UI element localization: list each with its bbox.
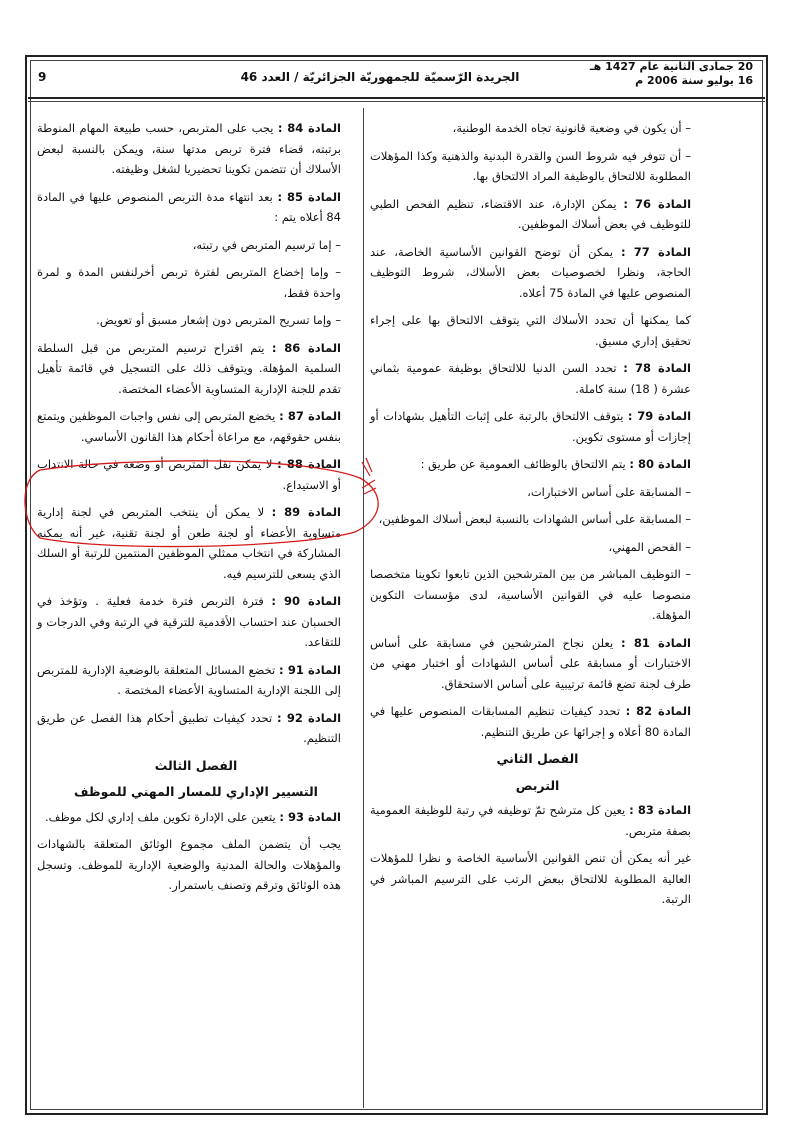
article-89 [37,502,355,584]
paragraph: كما يمكنها أن تحدد الأسلاك التي يتوقف الالتحاق بها على إجراء تحقيق إداري مسبق. [370,313,691,348]
article-text: تحدد كيفيات تطبيق أحكام هذا الفصل عن طريق التنظيم. [37,710,341,745]
article-text: يجب على المتربص، حسب طبيعة المهام المنوطة برتبته، قضاء فترة تربص مدتها سنة، ويمكن بالنسبة لبعض الأسلاك أن تتضمن تكوينا تحضيريا لشغل وظيفته. [37,121,341,176]
article-text: تحدد كيفيات تنظيم المسابقات المنصوص عليها في المادة 80 أعلاه و إجرائها عن طريق التنظيم. [370,704,691,739]
article-92 [37,708,355,749]
chapter-title: الفصل الثاني [496,751,579,766]
page-header [30,58,763,98]
header-rule [28,97,765,99]
paragraph: – أن تتوفر فيه شروط السن والقدرة البدنية والذهنية وكذا المؤهلات المطلوبة للالتحاق بالوظيفة المراد الالتحاق بها. [370,148,691,183]
header-date-hijri: 20 جمادى الثانية عام 1427 هـ [589,60,753,73]
article-78 [370,358,705,399]
article-76 [370,194,705,235]
article-text: يتم اقتراح ترسيم المتربص من قبل السلطة السلمية المؤهلة. ويتوقف ذلك على التسجيل في قائمة تأهيل تقدم للجنة الإدارية المتساوية الأعضاء المختصة. [37,340,341,396]
chapter-subtitle: التسيير الإداري للمسار المهني للموظف [74,784,318,799]
article-label: المادة 85 : [277,189,342,204]
article-text: يمكن الإدارة، عند الاقتضاء، تنظيم الفحص الطبي للتوظيف في بعض أسلاك الموظفين. [370,196,691,231]
list-item: – التوظيف المباشر من بين المترشحين الذين تابعوا تكوينا متخصصا منصوصا عليه في القوانين الأساسية، لدى مؤسسات التكوين المؤهلة. [370,567,691,622]
header-date [590,60,753,88]
article-label: المادة 87 : [279,409,342,423]
chapter-subtitle: التربص [515,777,560,793]
article-label: المادة 78 : [623,361,692,375]
article-label: المادة 76 : [623,196,692,211]
article-label: المادة 82 : [625,704,692,718]
article-81 [370,633,705,695]
article-87 [37,406,355,447]
article-93 [37,807,355,828]
header-date-gregorian: 16 يوليو سنة 2006 م [635,74,753,87]
page-number: 9 [38,70,47,84]
article-label: المادة 81 : [621,635,691,650]
article-label: المادة 84 : [277,121,342,135]
article-text: يتم الالتحاق بالوظائف العمومية عن طريق : [420,457,626,471]
article-text: بعد انتهاء مدة التربص المنصوص عليها في المادة 84 أعلاه يتم : [37,189,341,224]
article-label: المادة 83 : [629,803,692,817]
chapter-title: الفصل الثالث [154,757,238,773]
article-text: يخضع المتربص إلى نفس واجبات الموظفين ويتمتع بنفس حقوقهم، مع مراعاة أحكام هذا القانون الأساسي. [37,409,341,444]
article-text: لا يمكن أن ينتخب المتربص في لجنة إدارية متساوية الأعضاء أو لجنة طعن أو لجنة تقنية، غير أنه يمكنه المشاركة في انتخاب ممثلي الموظفين المنتمين للرتبة أو السلك الذي يسعى للترسيم فيه. [37,505,341,581]
article-text: يعين كل مترشح تمّ توظيفه في رتبة للوظيفة العمومية بصفة متربص. [370,803,691,838]
article-text: يعلن نجاح المترشحين في مسابقة على أساس الاختبارات أو مسابقة على أساس الشهادات أو اختبار مهني من طرف لجنة تضع قائمة ترتيبية على أساس الاستحقاق. [370,635,691,691]
article-label: المادة 86 : [271,340,341,355]
list-item: – الفحص المهني، [608,539,691,554]
article-text: لا يمكن نقل المتربص أو وضعه في حالة الانتداب أو الاستيداع. [37,457,341,492]
article-79 [370,406,705,447]
article-label: المادة 80 : [629,457,691,471]
article-80 [370,454,705,475]
article-text: فترة التربص فترة خدمة فعلية . وتؤخذ في الحسبان عند احتساب الأقدمية للترقية في الرتبة وفي الدرجات و للتقاعد. [37,594,341,649]
left-column [37,118,355,903]
paragraph: غير أنه يمكن أن تنص القوانين الأساسية الخاصة و نظرا للمؤهلات العالية المطلوبة للالتحاق ببعض الرتب على الترسيم المباشر في الرتبة. [370,851,691,906]
article-text: يتوقف الالتحاق بالرتبة على إثبات التأهيل بشهادات أو إجازات أو مستوى تكوين. [370,409,691,444]
article-text: يمكن أن توضح القوانين الأساسية الخاصة، عند الحاجة، ونظرا لخصوصيات بعض الأسلاك، شروط التوظيف المنصوص عليها في المادة 75 أعلاه. [370,244,691,300]
article-88 [37,454,355,495]
paragraph: – أن يكون في وضعية قانونية تجاه الخدمة الوطنية، [452,121,691,135]
article-77 [370,242,705,304]
column-divider [363,108,364,1108]
article-label: المادة 93 : [279,809,341,824]
article-83 [370,800,705,841]
header-title: الجريدة الرّسميّة للجمهوريّة الجزائريّة / العدد 46 [240,70,520,84]
article-label: المادة 77 : [620,244,691,259]
list-item: – المسابقة على أساس الشهادات بالنسبة لبعض أسلاك الموظفين، [378,512,691,526]
article-label: المادة 88 : [277,457,341,471]
list-item: – وإما إخضاع المتربص لفترة تربص أخرلنفس المدة و لمرة واحدة فقط، [37,265,341,300]
article-text: يتعين على الإدارة تكوين ملف إداري لكل موظف. [45,809,276,824]
article-86 [37,338,355,400]
paragraph: يجب أن يتضمن الملف مجموع الوثائق المتعلقة بالشهادات والمؤهلات والحالة المدنية والوضعية الإدارية للموظف. وتسجل هذه الوثائق وترقم وتصنف باستمرار. [37,837,341,892]
article-label: المادة 90 : [271,594,342,608]
article-82 [370,701,705,742]
article-label: المادة 92 : [277,710,342,725]
header-rule-thin [28,101,765,102]
article-text: تحدد السن الدنيا للالتحاق بوظيفة عمومية بثماني عشرة ( 18) سنة كاملة. [370,361,691,396]
article-text: تخضع المسائل المتعلقة بالوضعية الإدارية للمتربص إلى اللجنة الإدارية المتساوية الأعضاء المختصة . [37,662,341,697]
list-item: – إما ترسيم المتربص في رتبته، [192,237,341,252]
article-label: المادة 91 : [279,662,342,677]
list-item: – وإما تسريح المتربص دون إشعار مسبق أو تعويض. [96,313,341,327]
article-label: المادة 89 : [271,505,341,519]
list-item: – المسابقة على أساس الاختبارات، [527,484,691,499]
article-84 [37,118,355,180]
article-91 [37,660,355,701]
article-85 [37,187,355,228]
article-90 [37,591,355,653]
right-column [370,118,705,917]
article-label: المادة 79 : [627,409,692,423]
